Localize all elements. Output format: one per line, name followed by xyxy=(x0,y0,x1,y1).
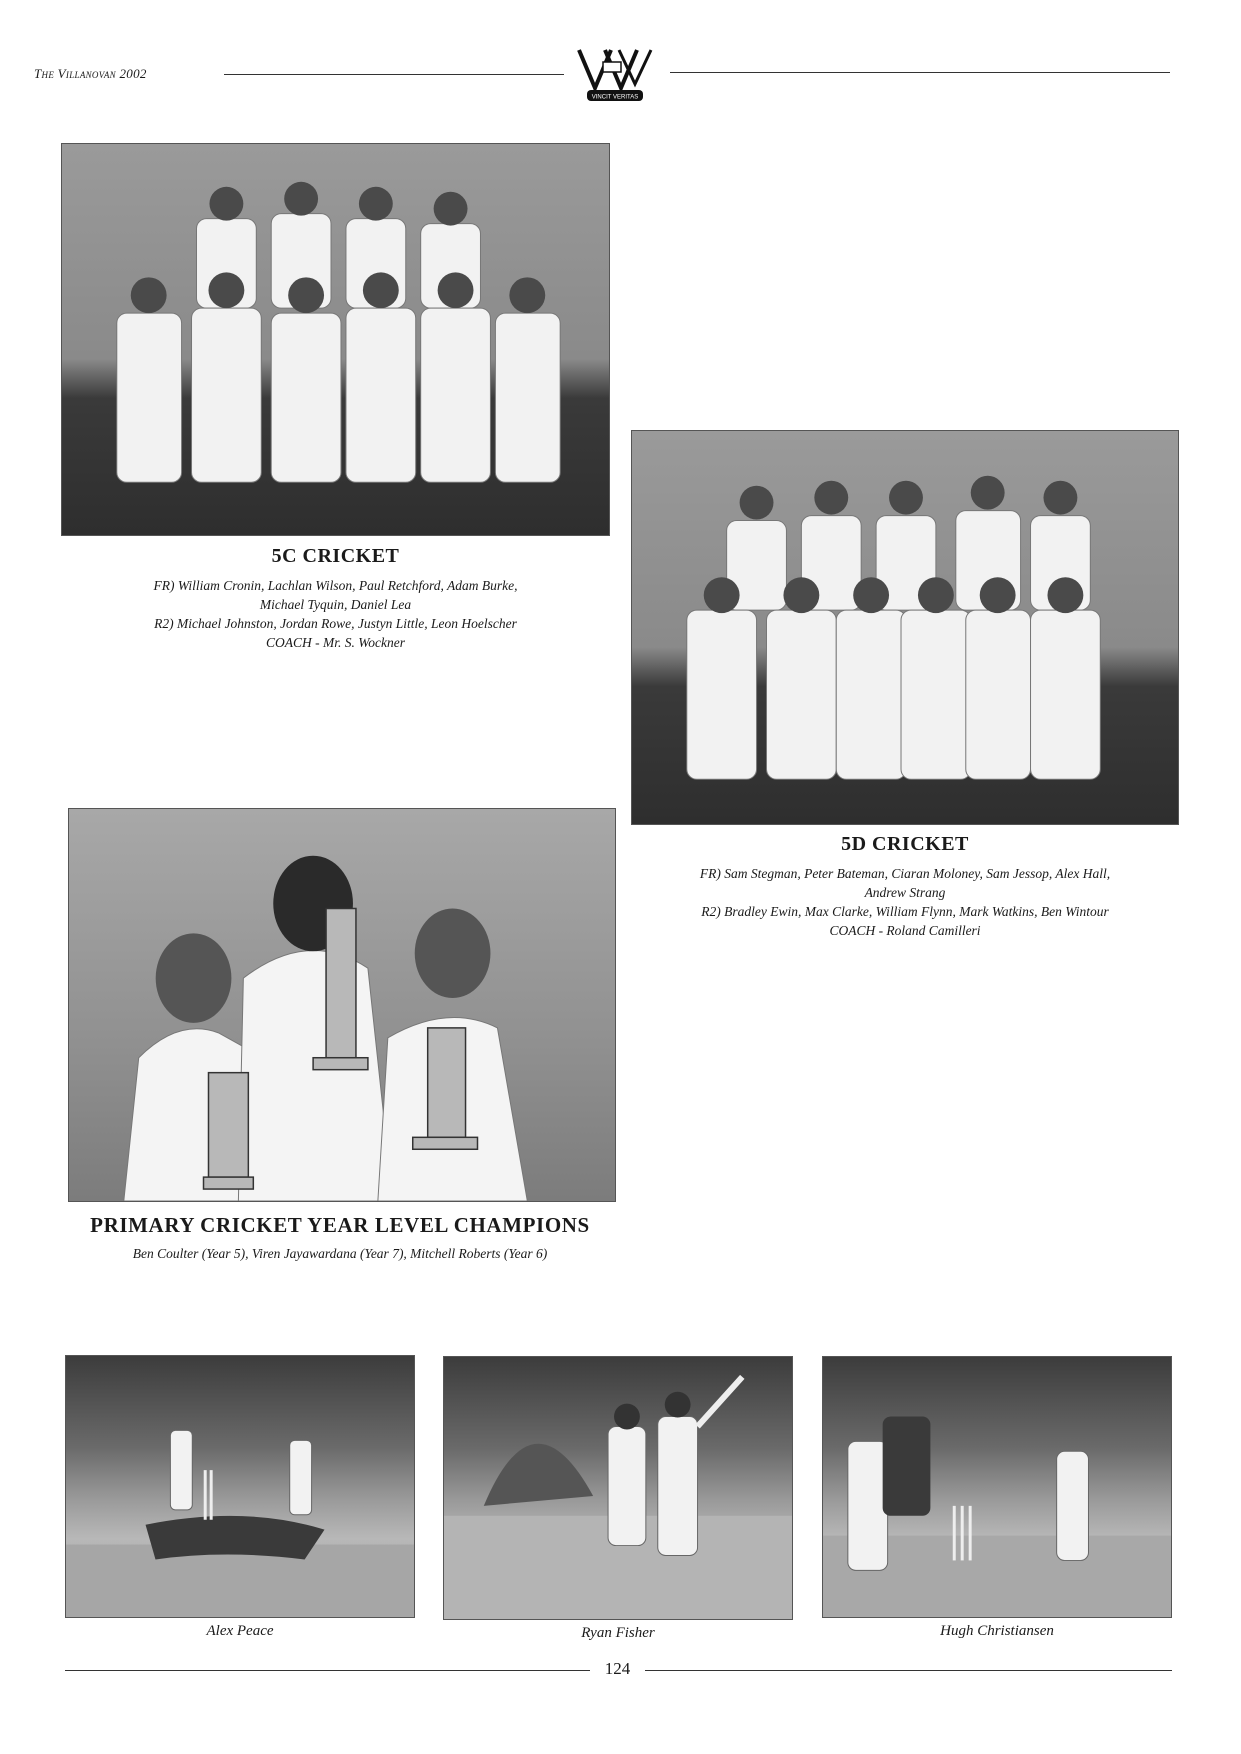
caption-line: R2) Michael Johnston, Jordan Rowe, Justyn Little, Leon Hoelscher xyxy=(154,616,517,631)
champions-photo xyxy=(68,808,616,1202)
caption-line: COACH - Roland Camilleri xyxy=(829,923,981,938)
footer-rule-right xyxy=(645,1670,1172,1671)
school-crest-logo xyxy=(575,44,655,106)
action-photo-hugh-christiansen xyxy=(822,1356,1172,1618)
footer-rule-left xyxy=(65,1670,590,1671)
team-photo-5c xyxy=(61,143,610,536)
team-5c-caption xyxy=(61,576,610,652)
team-5d-caption xyxy=(631,864,1179,940)
caption-line: FR) Sam Stegman, Peter Bateman, Ciaran Moloney, Sam Jessop, Alex Hall, xyxy=(699,866,1111,881)
action-caption-2: Ryan Fisher xyxy=(581,1625,655,1641)
caption-line: Andrew Strang xyxy=(864,885,946,900)
team-photo-5d xyxy=(631,430,1179,825)
action-caption-1: Alex Peace xyxy=(206,1623,274,1639)
champions-caption: Ben Coulter (Year 5), Viren Jayawardana (Year 7), Mitchell Roberts (Year 6) xyxy=(132,1246,548,1261)
header-rule-left xyxy=(224,74,564,75)
running-head: The Villanovan 2002 xyxy=(34,66,147,81)
champions-title: PRIMARY CRICKET YEAR LEVEL CHAMPIONS xyxy=(90,1213,590,1237)
action-photo-alex-peace xyxy=(65,1355,415,1618)
action-caption-3: Hugh Christiansen xyxy=(940,1623,1054,1639)
svg-text:VINCIT VERITAS: VINCIT VERITAS xyxy=(591,94,639,101)
team-5c-title: 5C CRICKET xyxy=(271,545,400,567)
page-number: 124 xyxy=(604,1659,631,1678)
action-photo-ryan-fisher xyxy=(443,1356,793,1620)
caption-line: R2) Bradley Ewin, Max Clarke, William Flynn, Mark Watkins, Ben Wintour xyxy=(701,904,1109,919)
caption-line: Michael Tyquin, Daniel Lea xyxy=(259,597,412,612)
header-rule-right xyxy=(670,72,1170,73)
caption-line: COACH - Mr. S. Wockner xyxy=(266,635,405,650)
caption-line: FR) William Cronin, Lachlan Wilson, Paul Retchford, Adam Burke, xyxy=(153,578,518,593)
team-5d-title: 5D CRICKET xyxy=(841,833,969,855)
